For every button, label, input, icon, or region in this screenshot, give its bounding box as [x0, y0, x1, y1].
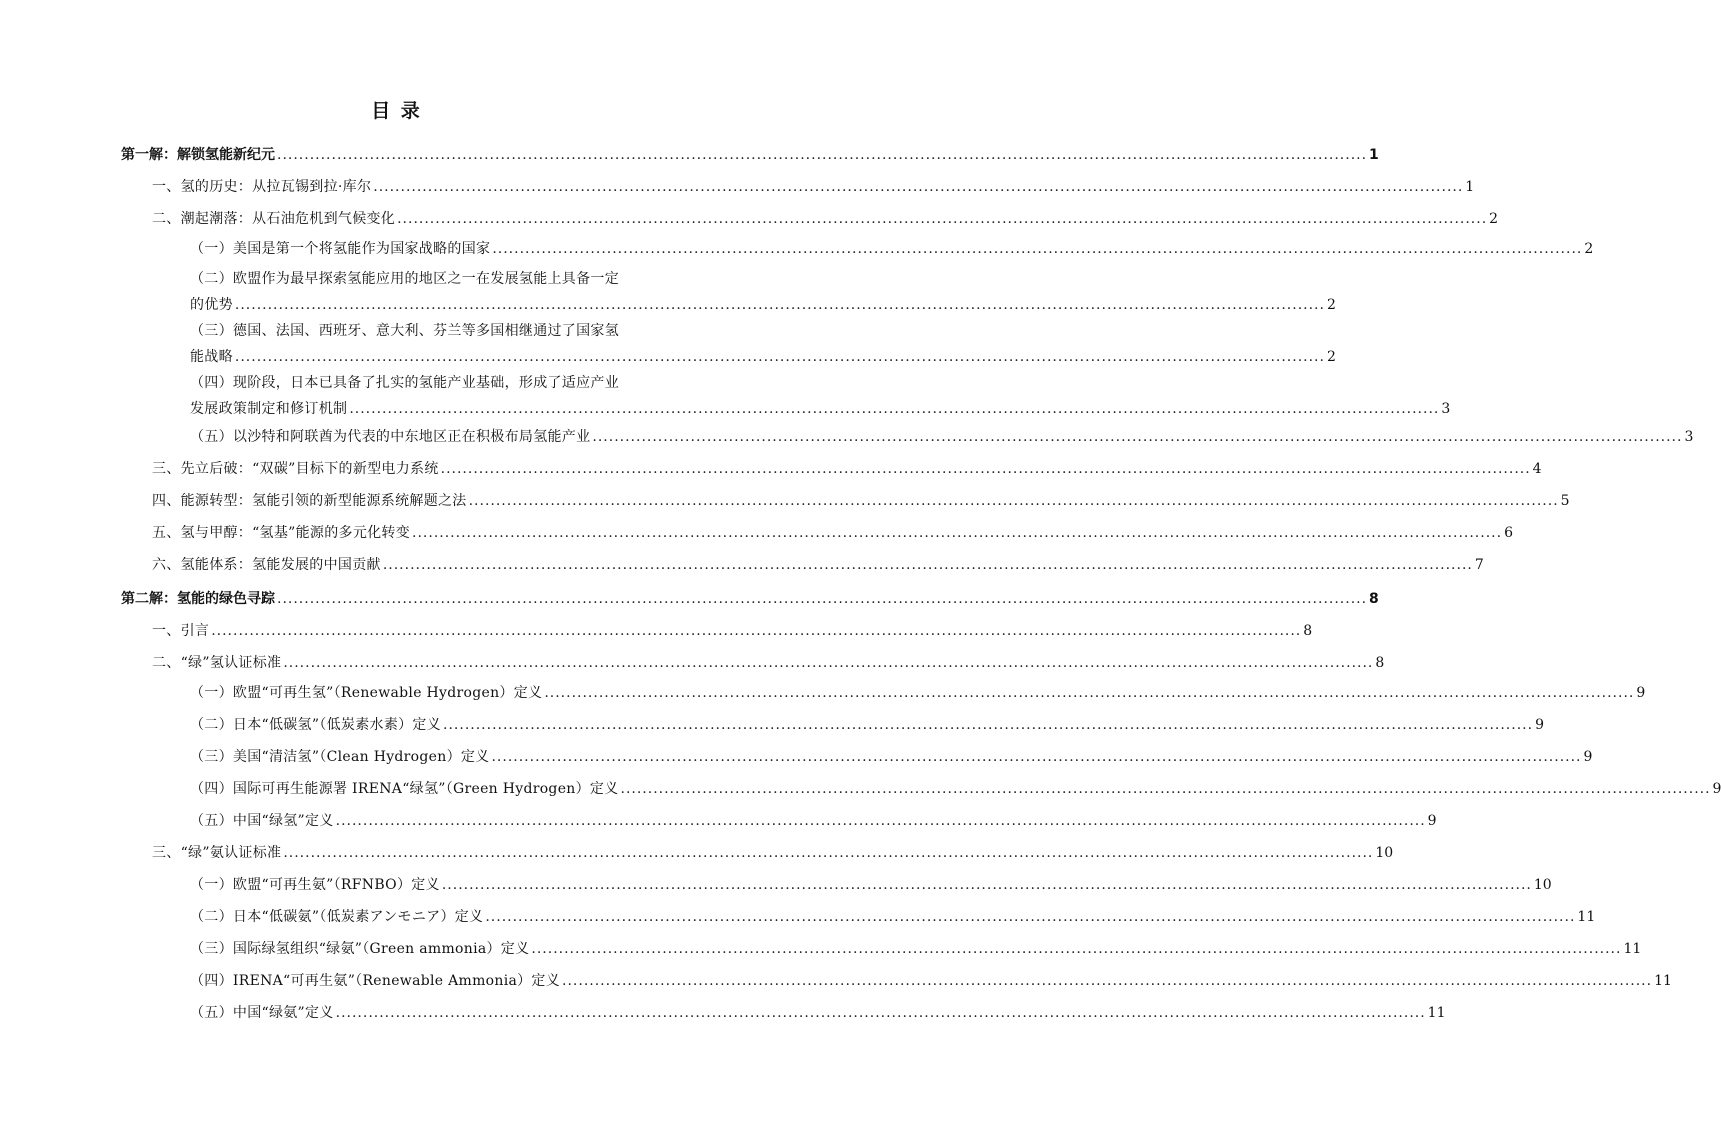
toc-entry-page-number: 1: [1465, 179, 1475, 195]
toc-entry[interactable]: [190, 680, 1646, 706]
toc-entry-page-number: 11: [1427, 1005, 1446, 1021]
page-title: 目 录: [371, 100, 422, 122]
toc-entry[interactable]: [190, 266, 1336, 318]
toc-entry-label: （四）IRENA“可再生氨”（Renewable Ammonia）定义: [190, 973, 561, 989]
toc-entry[interactable]: [152, 840, 1394, 866]
dot-leader: [211, 618, 1301, 644]
dot-leader: [442, 872, 1532, 898]
dot-leader: [492, 236, 1582, 262]
toc-entry[interactable]: [152, 552, 1484, 578]
toc-entry-page-number: 6: [1504, 525, 1513, 541]
dot-leader: [397, 206, 1487, 232]
dot-leader: [235, 292, 1325, 318]
toc-entry-label: （三）国际绿氢组织“绿氨”（Green ammonia）定义: [190, 941, 530, 957]
toc-entry-label: （三）美国“清洁氢”（Clean Hydrogen）定义: [190, 749, 490, 765]
dot-leader: [441, 456, 1531, 482]
dot-leader: [485, 904, 1575, 930]
dot-leader: [336, 808, 1426, 834]
toc-entry-page-number: 7: [1474, 557, 1484, 573]
toc-entry-page-number: 3: [1441, 401, 1451, 417]
toc-entry-label: 三、先立后破：“双碳”目标下的新型电力系统: [152, 461, 439, 477]
dot-leader: [235, 344, 1325, 370]
toc-entry-page-number: 8: [1375, 655, 1385, 671]
toc-entry-label: 一、引言: [152, 623, 210, 639]
toc-entry-label: 发展政策制定和修订机制: [190, 401, 348, 417]
dot-leader: [336, 1000, 1426, 1026]
toc-entry-page-number: 11: [1654, 973, 1672, 989]
toc-entry-page-number: 1: [1369, 147, 1379, 163]
toc-entry-label: 一、氢的历史：从拉瓦锡到拉·库尔: [152, 179, 372, 195]
toc-entry[interactable]: [190, 776, 1721, 802]
toc-entry[interactable]: [190, 236, 1594, 262]
toc-entry[interactable]: [190, 872, 1552, 898]
dot-leader: [277, 142, 1367, 168]
toc-entry-page-number: 2: [1326, 297, 1336, 313]
toc-entry[interactable]: [121, 142, 1379, 168]
toc-entry-page-number: 2: [1584, 241, 1594, 257]
toc-entry-label: 二、潮起潮落：从石油危机到气候变化: [152, 211, 396, 227]
toc-entry[interactable]: [121, 586, 1379, 612]
toc-entry[interactable]: [152, 488, 1570, 514]
toc-entry[interactable]: [152, 174, 1475, 200]
toc-entry[interactable]: [190, 808, 1437, 834]
toc-entry[interactable]: [152, 650, 1385, 676]
toc-entry-first-line: （四）现阶段，日本已具备了扎实的氢能产业基础，形成了适应产业: [190, 375, 619, 391]
toc-entry[interactable]: [152, 618, 1313, 644]
toc-entry-page-number: 5: [1560, 493, 1570, 509]
toc-entry-label: 的优势: [190, 297, 233, 313]
toc-entry-page-number: 9: [1712, 781, 1721, 797]
toc-entry[interactable]: [190, 968, 1672, 994]
toc-entry[interactable]: [190, 424, 1694, 450]
toc-entry-page-number: 3: [1684, 429, 1694, 445]
dot-leader: [531, 936, 1621, 962]
toc-entry-label: （五）以沙特和阿联酋为代表的中东地区正在积极布局氢能产业: [190, 429, 591, 445]
toc-entry-page-number: 8: [1369, 591, 1379, 607]
toc-entry-page-number: 9: [1535, 717, 1544, 733]
toc-entry[interactable]: [190, 370, 1451, 422]
toc-entry-label: （五）中国“绿氨”定义: [190, 1005, 334, 1021]
toc-entry-label: 第一解：解锁氢能新纪元: [121, 147, 275, 163]
toc-entry-page-number: 11: [1623, 941, 1642, 957]
dot-leader: [592, 424, 1682, 450]
toc-entry[interactable]: [152, 520, 1513, 546]
toc-entry[interactable]: [152, 206, 1499, 232]
toc-entry[interactable]: [190, 936, 1642, 962]
toc-entry-page-number: 2: [1489, 211, 1499, 227]
toc-entry-first-line: （三）德国、法国、西班牙、意大利、芬兰等多国相继通过了国家氢: [190, 323, 619, 339]
toc-entry-label: （一）欧盟“可再生氨”（RFNBO）定义: [190, 877, 440, 893]
toc-entry-page-number: 9: [1583, 749, 1593, 765]
toc-entry-page-number: 2: [1326, 349, 1336, 365]
toc-entry-label: （五）中国“绿氢”定义: [190, 813, 334, 829]
toc-entry-label: （一）欧盟“可再生氢”（Renewable Hydrogen）定义: [190, 685, 543, 701]
toc-entry-page-number: 10: [1375, 845, 1394, 861]
dot-leader: [621, 776, 1711, 802]
toc-entry-page-number: 9: [1427, 813, 1437, 829]
toc-entry-page-number: 10: [1533, 877, 1552, 893]
toc-entry-label: （四）国际可再生能源署 IRENA“绿氢”（Green Hydrogen）定义: [190, 781, 619, 797]
dot-leader: [544, 680, 1634, 706]
toc-entry-label: （二）日本“低碳氨”（低炭素アンモニア）定义: [190, 909, 484, 925]
dot-leader: [283, 650, 1373, 676]
toc-entry-label: 六、氢能体系：氢能发展的中国贡献: [152, 557, 381, 573]
toc-entry-label: （一）美国是第一个将氢能作为国家战略的国家: [190, 241, 491, 257]
toc-entry[interactable]: [190, 318, 1336, 370]
toc-entry[interactable]: [190, 712, 1544, 738]
dot-leader: [277, 586, 1367, 612]
dot-leader: [349, 396, 1439, 422]
dot-leader: [443, 712, 1533, 738]
toc-entry-label: 能战略: [190, 349, 233, 365]
toc-entry-label: 二、“绿”氢认证标准: [152, 655, 282, 671]
toc-entry-page-number: 8: [1303, 623, 1313, 639]
toc-entry-page-number: 11: [1577, 909, 1596, 925]
toc-entry-label: 四、能源转型：氢能引领的新型能源系统解题之法: [152, 493, 467, 509]
toc-entry[interactable]: [190, 1000, 1446, 1026]
dot-leader: [283, 840, 1373, 866]
dot-leader: [562, 968, 1652, 994]
dot-leader: [373, 174, 1463, 200]
dot-leader: [412, 520, 1502, 546]
toc-entry-label: （二）日本“低碳氢”（低炭素水素）定义: [190, 717, 442, 733]
toc-entry-first-line: （二）欧盟作为最早探索氢能应用的地区之一在发展氢能上具备一定: [190, 271, 619, 287]
toc-entry-page-number: 9: [1636, 685, 1646, 701]
toc-entry-label: 第二解：氢能的绿色寻踪: [121, 591, 275, 607]
dot-leader: [469, 488, 1559, 514]
toc-entry[interactable]: [190, 744, 1593, 770]
toc-entry[interactable]: [190, 904, 1596, 930]
toc-entry-label: 三、“绿”氨认证标准: [152, 845, 282, 861]
dot-leader: [383, 552, 1473, 578]
toc-entry-page-number: 4: [1532, 461, 1542, 477]
toc-entry[interactable]: [152, 456, 1542, 482]
dot-leader: [491, 744, 1581, 770]
toc-entry-label: 五、氢与甲醇：“氢基”能源的多元化转变: [152, 525, 411, 541]
